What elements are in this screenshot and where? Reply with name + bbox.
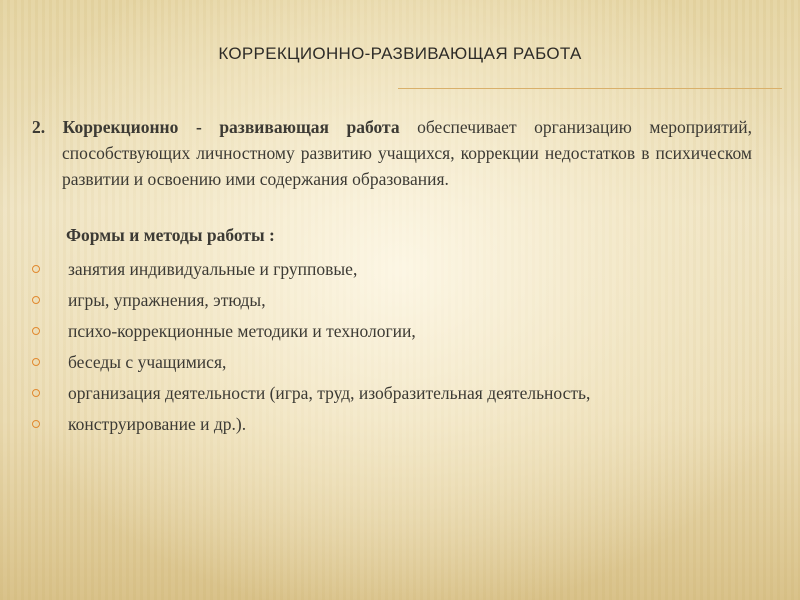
list-item-text: организация деятельности (игра, труд, изобразительная деятельность, <box>68 383 591 403</box>
list-item-text: игры, упражнения, этюды, <box>68 290 266 310</box>
bullet-circle-icon <box>32 389 40 397</box>
bullet-circle-icon <box>32 358 40 366</box>
bullet-circle-icon <box>32 265 40 273</box>
bullet-circle-icon <box>32 327 40 335</box>
forms-methods-heading: Формы и методы работы : <box>66 225 275 245</box>
list-item <box>28 318 768 349</box>
list-item <box>28 256 768 287</box>
list-item <box>28 380 768 411</box>
list-item-text: занятия индивидуальные и групповые, <box>68 259 358 279</box>
slide-title: КОРРЕКЦИОННО-РАЗВИВАЮЩАЯ РАБОТА <box>218 44 582 63</box>
list-item-text: конструирование и др.). <box>68 414 247 434</box>
bullet-circle-icon <box>32 420 40 428</box>
title-divider <box>398 88 782 89</box>
paragraph-lead: 2. Коррекционно - развивающая работа <box>32 117 400 137</box>
methods-list <box>28 256 768 442</box>
list-item-text: психо-коррекционные методики и технологии, <box>68 321 416 341</box>
paragraph-text: обеспечивает организацию мероприятий, способствующих личностному развитию учащихся, коррекции недостатков в психическом развитии и освоению ими содержания образования. <box>62 117 752 189</box>
body-paragraph <box>32 114 752 192</box>
bullet-circle-icon <box>32 296 40 304</box>
list-item <box>28 287 768 318</box>
list-item-text: беседы с учащимися, <box>68 352 227 372</box>
list-item <box>28 411 768 442</box>
list-item <box>28 349 768 380</box>
